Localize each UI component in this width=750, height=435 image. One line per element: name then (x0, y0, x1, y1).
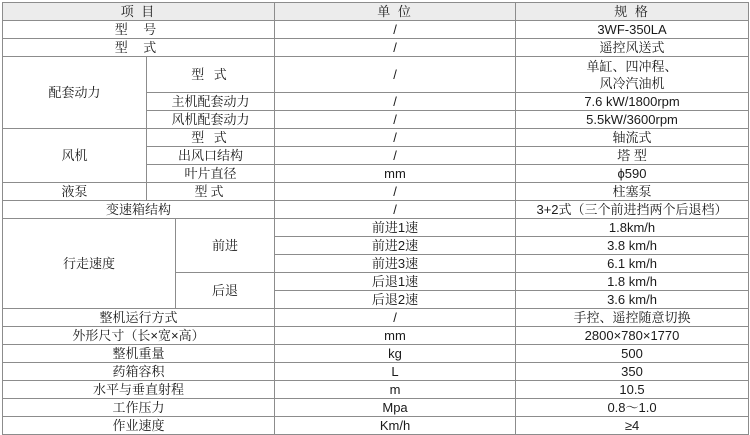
row-value: 手控、遥控随意切换 (516, 309, 749, 327)
power-label: 配套动力 (3, 57, 147, 129)
table-row (3, 345, 749, 363)
power-main-label: 主机配套动力 (147, 93, 275, 111)
travel-gear: 后退1速 (275, 273, 516, 291)
type-value: 遥控风送式 (516, 39, 749, 57)
gearbox-value: 3+2式（三个前进挡两个后退档） (516, 201, 749, 219)
power-type-label: 型 式 (147, 57, 275, 93)
travel-gear: 前进1速 (275, 219, 516, 237)
row-label: 整机运行方式 (3, 309, 275, 327)
model-label: 型 号 (3, 21, 275, 39)
row-value: ≥4 (516, 417, 749, 435)
travel-value: 1.8 km/h (516, 273, 749, 291)
power-type-unit: / (275, 57, 516, 93)
travel-reverse-label: 后退 (176, 273, 275, 309)
fan-label: 风机 (3, 129, 147, 183)
travel-gear: 前进2速 (275, 237, 516, 255)
row-unit: kg (275, 345, 516, 363)
table-row (3, 21, 749, 39)
power-main-value: 7.6 kW/1800rpm (516, 93, 749, 111)
fan-blade-unit: mm (275, 165, 516, 183)
row-value: 0.8～1.0 (516, 399, 749, 417)
model-value: 3WF-350LA (516, 21, 749, 39)
gearbox-label: 变速箱结构 (3, 201, 275, 219)
header-unit: 单 位 (275, 3, 516, 21)
fan-type-value: 轴流式 (516, 129, 749, 147)
table-row (3, 381, 749, 399)
power-main-unit: / (275, 93, 516, 111)
travel-value: 3.6 km/h (516, 291, 749, 309)
table-row (3, 327, 749, 345)
pump-type-label: 型式 (147, 183, 275, 201)
row-value: 350 (516, 363, 749, 381)
travel-value: 3.8 km/h (516, 237, 749, 255)
table-row (3, 57, 749, 93)
pump-value: 柱塞泵 (516, 183, 749, 201)
power-fan-unit: / (275, 111, 516, 129)
row-unit: Km/h (275, 417, 516, 435)
pump-unit: / (275, 183, 516, 201)
table-row (3, 39, 749, 57)
row-unit: m (275, 381, 516, 399)
pump-label: 液泵 (3, 183, 147, 201)
table-row (3, 309, 749, 327)
travel-gear: 后退2速 (275, 291, 516, 309)
row-unit: Mpa (275, 399, 516, 417)
header-item: 项 目 (3, 3, 275, 21)
table-row (3, 363, 749, 381)
row-unit: mm (275, 327, 516, 345)
row-value: 2800×780×1770 (516, 327, 749, 345)
row-label: 工作压力 (3, 399, 275, 417)
type-label: 型 式 (3, 39, 275, 57)
row-unit: L (275, 363, 516, 381)
fan-blade-value: ϕ590 (516, 165, 749, 183)
gearbox-unit: / (275, 201, 516, 219)
table-row (3, 183, 749, 201)
table-row (3, 219, 749, 237)
travel-gear: 前进3速 (275, 255, 516, 273)
header-row (3, 3, 749, 21)
row-label: 整机重量 (3, 345, 275, 363)
spec-table (2, 2, 749, 435)
fan-outlet-label: 出风口结构 (147, 147, 275, 165)
row-value: 10.5 (516, 381, 749, 399)
power-fan-label: 风机配套动力 (147, 111, 275, 129)
table-row (3, 129, 749, 147)
row-label: 药箱容积 (3, 363, 275, 381)
power-type-value-line2: 风冷汽油机 (599, 75, 665, 91)
fan-type-unit: / (275, 129, 516, 147)
row-label: 外形尺寸（长×宽×高） (3, 327, 275, 345)
table-row (3, 201, 749, 219)
travel-value: 1.8km/h (516, 219, 749, 237)
power-type-value-line1: 单缸、四冲程、 (586, 58, 678, 74)
power-fan-value: 5.5kW/3600rpm (516, 111, 749, 129)
row-label: 作业速度 (3, 417, 275, 435)
row-unit: / (275, 309, 516, 327)
fan-outlet-value: 塔 型 (516, 147, 749, 165)
travel-forward-label: 前进 (176, 219, 275, 273)
type-unit: / (275, 39, 516, 57)
table-row (3, 417, 749, 435)
travel-value: 6.1 km/h (516, 255, 749, 273)
model-unit: / (275, 21, 516, 39)
travel-label: 行走速度 (3, 219, 176, 309)
fan-blade-label: 叶片直径 (147, 165, 275, 183)
table-row (3, 399, 749, 417)
power-type-value (516, 57, 749, 93)
header-spec: 规 格 (516, 3, 749, 21)
fan-outlet-unit: / (275, 147, 516, 165)
row-label: 水平与垂直射程 (3, 381, 275, 399)
fan-type-label: 型 式 (147, 129, 275, 147)
row-value: 500 (516, 345, 749, 363)
